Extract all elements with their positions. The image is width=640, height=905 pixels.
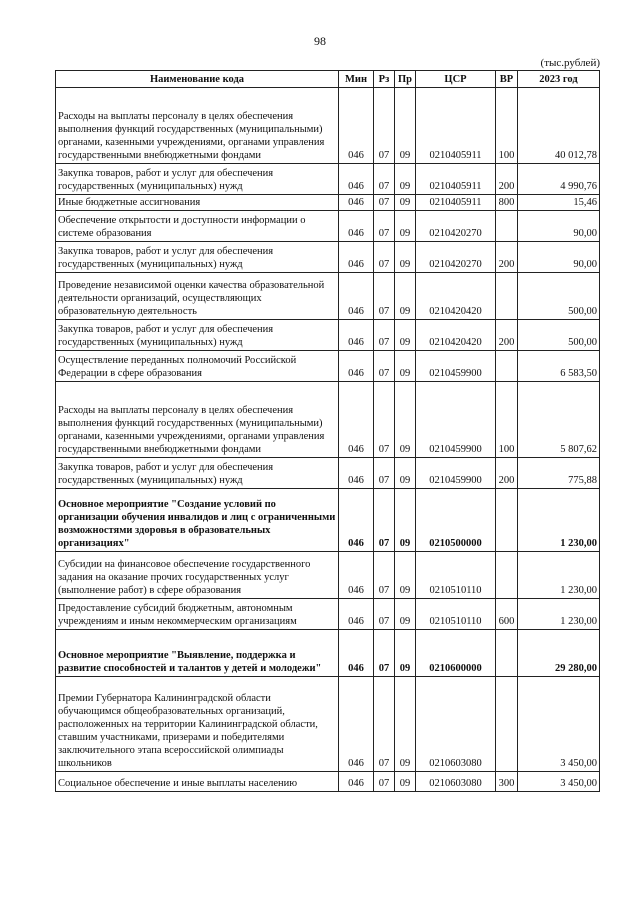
table-row — [56, 88, 600, 164]
row-amount: 775,88 — [518, 458, 600, 489]
row-vr: 100 — [496, 88, 518, 164]
row-amount: 1 230,00 — [518, 489, 600, 552]
row-vr — [496, 677, 518, 772]
row-min: 046 — [339, 211, 374, 242]
row-pr: 09 — [395, 320, 416, 351]
row-amount: 40 012,78 — [518, 88, 600, 164]
row-amount: 15,46 — [518, 195, 600, 211]
row-pr: 09 — [395, 677, 416, 772]
row-name: Основное мероприятие "Выявление, поддержка и развитие способностей и талантов у детей и молодежи" — [56, 630, 339, 677]
table-row — [56, 489, 600, 552]
row-amount: 90,00 — [518, 242, 600, 273]
row-pr: 09 — [395, 599, 416, 630]
row-pr: 09 — [395, 351, 416, 382]
row-rz: 07 — [374, 164, 395, 195]
table-row — [56, 599, 600, 630]
row-csr: 0210600000 — [416, 630, 496, 677]
row-name: Проведение независимой оценки качества образовательной деятельности организаций, осуществляющих образовательную деятельность — [56, 273, 339, 320]
row-min: 046 — [339, 273, 374, 320]
row-name: Закупка товаров, работ и услуг для обеспечения государственных (муниципальных) нужд — [56, 242, 339, 273]
table-row — [56, 351, 600, 382]
table-row — [56, 630, 600, 677]
table-row — [56, 552, 600, 599]
row-name: Предоставление субсидий бюджетным, автономным учреждениям и иным некоммерческим организациям — [56, 599, 339, 630]
row-csr: 0210405911 — [416, 164, 496, 195]
row-name: Закупка товаров, работ и услуг для обеспечения государственных (муниципальных) нужд — [56, 320, 339, 351]
row-amount: 1 230,00 — [518, 552, 600, 599]
row-rz: 07 — [374, 320, 395, 351]
row-vr — [496, 630, 518, 677]
row-rz: 07 — [374, 211, 395, 242]
row-name: Осуществление переданных полномочий Российской Федерации в сфере образования — [56, 351, 339, 382]
row-min: 046 — [339, 320, 374, 351]
row-amount: 1 230,00 — [518, 599, 600, 630]
row-min: 046 — [339, 599, 374, 630]
row-rz: 07 — [374, 382, 395, 458]
row-csr: 0210510110 — [416, 552, 496, 599]
row-csr: 0210420420 — [416, 320, 496, 351]
row-name: Расходы на выплаты персоналу в целях обеспечения выполнения функций государственных (муниципальными) органами, казенными учреждениями, органами управления государственными внебюджетными фондами — [56, 88, 339, 164]
table-row — [56, 677, 600, 772]
header-csr: ЦСР — [416, 71, 496, 88]
row-name: Закупка товаров, работ и услуг для обеспечения государственных (муниципальных) нужд — [56, 164, 339, 195]
row-pr: 09 — [395, 489, 416, 552]
row-rz: 07 — [374, 458, 395, 489]
row-name: Иные бюджетные ассигнования — [56, 195, 339, 211]
row-pr: 09 — [395, 772, 416, 792]
row-min: 046 — [339, 630, 374, 677]
table-row — [56, 273, 600, 320]
row-vr — [496, 552, 518, 599]
row-name: Социальное обеспечение и иные выплаты населению — [56, 772, 339, 792]
row-csr: 0210420270 — [416, 211, 496, 242]
row-amount: 3 450,00 — [518, 677, 600, 772]
row-csr: 0210405911 — [416, 195, 496, 211]
row-vr: 200 — [496, 320, 518, 351]
header-pr: Пр — [395, 71, 416, 88]
row-min: 046 — [339, 351, 374, 382]
units-label: (тыс.рублей) — [540, 57, 600, 69]
row-csr: 0210459900 — [416, 351, 496, 382]
table-row — [56, 382, 600, 458]
row-rz: 07 — [374, 772, 395, 792]
row-pr: 09 — [395, 458, 416, 489]
row-min: 046 — [339, 195, 374, 211]
row-rz: 07 — [374, 489, 395, 552]
row-name: Закупка товаров, работ и услуг для обеспечения государственных (муниципальных) нужд — [56, 458, 339, 489]
row-rz: 07 — [374, 273, 395, 320]
row-vr: 200 — [496, 458, 518, 489]
row-amount: 6 583,50 — [518, 351, 600, 382]
row-min: 046 — [339, 772, 374, 792]
row-name: Субсидии на финансовое обеспечение государственного задания на оказание прочих государственных услуг (выполнение работ) в сфере образования — [56, 552, 339, 599]
table-row — [56, 458, 600, 489]
row-pr: 09 — [395, 211, 416, 242]
row-pr: 09 — [395, 88, 416, 164]
row-vr: 200 — [496, 242, 518, 273]
table-header-row — [56, 71, 600, 88]
row-pr: 09 — [395, 242, 416, 273]
table-row — [56, 772, 600, 792]
row-vr — [496, 489, 518, 552]
table-body — [56, 88, 600, 792]
row-min: 046 — [339, 489, 374, 552]
row-csr: 0210603080 — [416, 772, 496, 792]
row-amount: 4 990,76 — [518, 164, 600, 195]
row-pr: 09 — [395, 273, 416, 320]
row-amount: 500,00 — [518, 273, 600, 320]
row-vr: 100 — [496, 382, 518, 458]
row-rz: 07 — [374, 630, 395, 677]
row-rz: 07 — [374, 242, 395, 273]
row-vr: 200 — [496, 164, 518, 195]
row-amount: 29 280,00 — [518, 630, 600, 677]
row-csr: 0210459900 — [416, 458, 496, 489]
header-year: 2023 год — [518, 71, 600, 88]
row-pr: 09 — [395, 382, 416, 458]
row-rz: 07 — [374, 88, 395, 164]
row-vr: 800 — [496, 195, 518, 211]
row-csr: 0210420420 — [416, 273, 496, 320]
row-min: 046 — [339, 88, 374, 164]
row-min: 046 — [339, 552, 374, 599]
table-row — [56, 242, 600, 273]
row-min: 046 — [339, 677, 374, 772]
row-amount: 90,00 — [518, 211, 600, 242]
row-name: Основное мероприятие "Создание условий по организации обучения инвалидов и лиц с ограниченными возможностями здоровья в образовательных организациях" — [56, 489, 339, 552]
row-rz: 07 — [374, 599, 395, 630]
row-vr — [496, 273, 518, 320]
row-rz: 07 — [374, 677, 395, 772]
row-amount: 5 807,62 — [518, 382, 600, 458]
row-min: 046 — [339, 458, 374, 489]
row-csr: 0210603080 — [416, 677, 496, 772]
row-pr: 09 — [395, 164, 416, 195]
row-rz: 07 — [374, 195, 395, 211]
page-number: 98 — [314, 34, 326, 48]
header-min: Мин — [339, 71, 374, 88]
header-vr: ВР — [496, 71, 518, 88]
row-rz: 07 — [374, 351, 395, 382]
row-name: Премии Губернатора Калининградской области обучающимся общеобразовательных организаций, расположенных на территории Калининградской области, ставшим участниками, призерами и победителями заключительного этапа всероссийской олимпиады школьников — [56, 677, 339, 772]
row-amount: 500,00 — [518, 320, 600, 351]
row-csr: 0210420270 — [416, 242, 496, 273]
row-min: 046 — [339, 164, 374, 195]
row-amount: 3 450,00 — [518, 772, 600, 792]
row-min: 046 — [339, 382, 374, 458]
row-name: Расходы на выплаты персоналу в целях обеспечения выполнения функций государственных (муниципальными) органами, казенными учреждениями, органами управления государственными внебюджетными фондами — [56, 382, 339, 458]
header-rz: Рз — [374, 71, 395, 88]
table-row — [56, 320, 600, 351]
row-pr: 09 — [395, 630, 416, 677]
budget-table — [55, 70, 600, 792]
row-csr: 0210405911 — [416, 88, 496, 164]
row-csr: 0210500000 — [416, 489, 496, 552]
row-vr: 300 — [496, 772, 518, 792]
row-csr: 0210459900 — [416, 382, 496, 458]
row-rz: 07 — [374, 552, 395, 599]
table-row — [56, 195, 600, 211]
row-pr: 09 — [395, 552, 416, 599]
row-csr: 0210510110 — [416, 599, 496, 630]
row-name: Обеспечение открытости и доступности информации о системе образования — [56, 211, 339, 242]
row-pr: 09 — [395, 195, 416, 211]
row-vr — [496, 351, 518, 382]
row-min: 046 — [339, 242, 374, 273]
table-row — [56, 164, 600, 195]
header-name: Наименование кода — [56, 71, 339, 88]
row-vr — [496, 211, 518, 242]
table-row — [56, 211, 600, 242]
row-vr: 600 — [496, 599, 518, 630]
